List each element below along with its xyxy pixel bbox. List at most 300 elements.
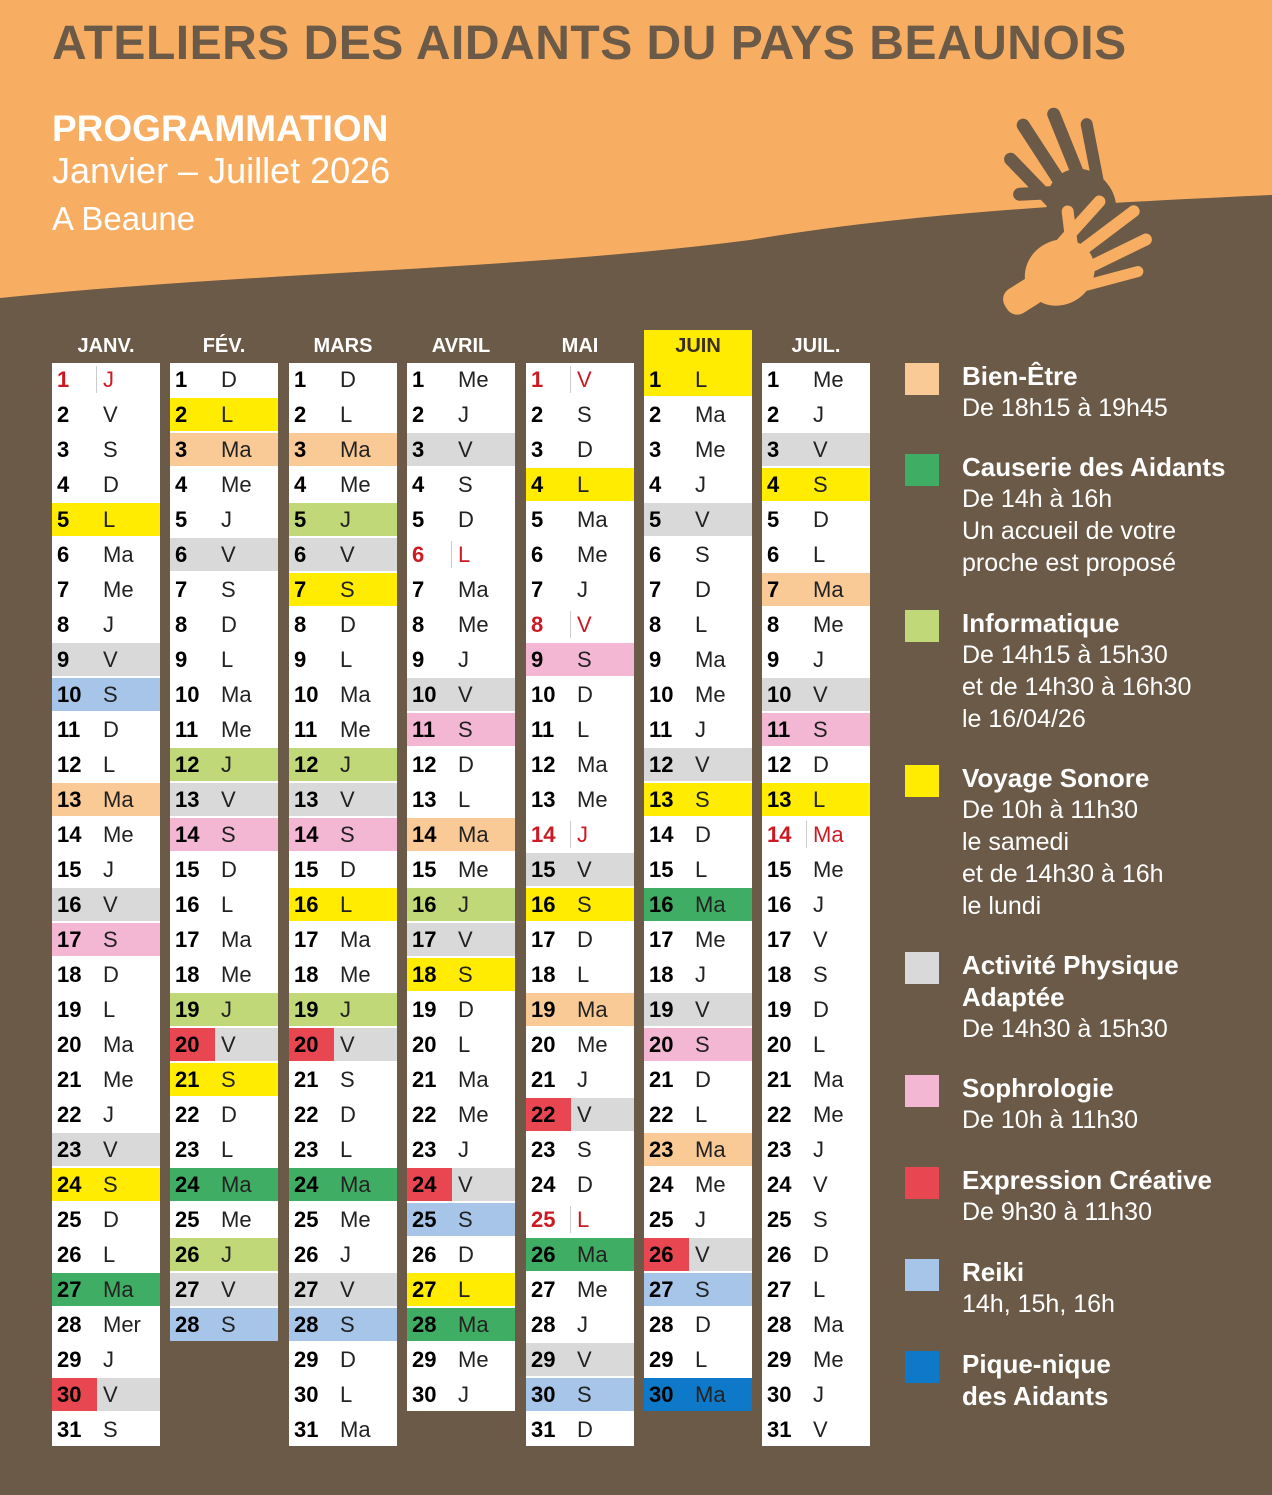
day-number: 4: [649, 472, 662, 497]
day-cell: [170, 818, 278, 851]
day-number: 23: [531, 1137, 556, 1162]
day-cell: [526, 398, 634, 431]
day-cell: [762, 993, 870, 1026]
day-cell: [170, 503, 278, 536]
day-number: 20: [767, 1032, 792, 1057]
day-cell: [289, 1413, 397, 1446]
day-name: V: [577, 1102, 592, 1127]
day-number: 30: [767, 1382, 792, 1407]
day-cell: [762, 1098, 870, 1131]
day-number: 20: [412, 1032, 437, 1057]
day-number: 24: [649, 1172, 674, 1197]
day-number: 6: [649, 542, 662, 567]
day-number: 15: [175, 857, 200, 882]
page-title: ATELIERS DES AIDANTS DU PAYS BEAUNOIS: [52, 17, 1127, 70]
day-name: Me: [577, 1277, 608, 1302]
month-header: MARS: [313, 335, 373, 357]
day-number: 10: [57, 682, 82, 707]
day-name: J: [103, 857, 114, 882]
day-cell: [762, 748, 870, 781]
day-number: 3: [531, 437, 544, 462]
day-name: V: [577, 1347, 592, 1372]
month-days: [52, 363, 160, 1446]
day-name: J: [695, 472, 706, 497]
day-number: 2: [294, 402, 307, 427]
day-number: 18: [294, 962, 319, 987]
day-cell: [762, 538, 870, 571]
day-number: 1: [531, 367, 544, 392]
legend-item: [905, 451, 1265, 579]
legend-description: De 14h30 à 15h30: [962, 1015, 1168, 1043]
day-cell: [407, 1063, 515, 1096]
day-cell: [762, 398, 870, 431]
day-name: Me: [458, 1347, 489, 1372]
day-cell: [762, 1343, 870, 1376]
day-name: D: [458, 752, 474, 777]
month-days: [170, 363, 278, 1341]
day-number: 7: [531, 577, 544, 602]
day-name: V: [813, 437, 828, 462]
day-cell: [289, 1133, 397, 1166]
day-name: S: [221, 577, 236, 602]
day-number: 25: [412, 1207, 437, 1232]
day-cell: [762, 1413, 870, 1446]
day-name: S: [458, 1207, 473, 1232]
day-number: 9: [767, 647, 780, 672]
day-number: 19: [767, 997, 792, 1022]
legend-item: [905, 360, 1265, 424]
day-cell: [762, 468, 870, 501]
day-number: 12: [294, 752, 319, 777]
day-cell: [52, 1378, 160, 1411]
day-cell: [644, 1133, 752, 1166]
day-number: 24: [412, 1172, 437, 1197]
day-number: 24: [175, 1172, 200, 1197]
day-cell: [170, 1133, 278, 1166]
day-cell: [289, 1238, 397, 1271]
day-name: J: [813, 647, 824, 672]
day-cell: [526, 643, 634, 676]
month-column: [407, 330, 515, 1411]
day-cell: [644, 888, 752, 921]
day-number: 7: [649, 577, 662, 602]
day-cell: [644, 1308, 752, 1341]
day-cell: [289, 433, 397, 466]
day-cell: [407, 1168, 515, 1201]
day-number: 15: [531, 857, 556, 882]
day-name: J: [458, 1137, 469, 1162]
day-name: S: [340, 822, 355, 847]
day-cell: [52, 783, 160, 816]
day-number: 22: [649, 1102, 674, 1127]
day-name: Ma: [695, 1137, 726, 1162]
day-number: 26: [57, 1242, 82, 1267]
day-number: 30: [57, 1382, 82, 1407]
day-name: Ma: [813, 1312, 844, 1337]
day-cell: [170, 888, 278, 921]
day-cell: [52, 1028, 160, 1061]
day-cell: [289, 503, 397, 536]
month-header: JUIL.: [791, 335, 841, 357]
day-name: Me: [813, 857, 844, 882]
day-cell: [170, 538, 278, 571]
legend-item: [905, 1256, 1265, 1320]
day-number: 16: [412, 892, 437, 917]
day-cell: [762, 363, 870, 396]
day-name: D: [340, 857, 356, 882]
day-number: 23: [57, 1137, 82, 1162]
day-cell: [170, 1168, 278, 1201]
day-name: S: [695, 1277, 710, 1302]
day-number: 20: [531, 1032, 556, 1057]
day-number: 13: [294, 787, 319, 812]
day-name: L: [577, 717, 590, 742]
day-number: 11: [531, 717, 555, 742]
day-cell: [407, 1203, 515, 1236]
day-name: L: [695, 1347, 708, 1372]
day-name: J: [221, 997, 232, 1022]
day-number: 26: [412, 1242, 437, 1267]
legend-description: le samedi: [962, 828, 1069, 856]
day-cell: [289, 363, 397, 396]
day-cell: [762, 1168, 870, 1201]
day-number: 12: [531, 752, 556, 777]
day-cell: [644, 468, 752, 501]
day-cell: [170, 468, 278, 501]
day-name: Ma: [103, 1277, 134, 1302]
day-name: D: [221, 1102, 237, 1127]
day-cell: [644, 1238, 752, 1271]
day-number: 1: [175, 367, 188, 392]
day-number: 31: [57, 1417, 82, 1442]
day-number: 12: [412, 752, 437, 777]
legend-title: Activité Physique Adaptée: [962, 950, 1179, 1012]
legend-description: De 18h15 à 19h45: [962, 394, 1168, 422]
day-cell: [289, 1378, 397, 1411]
day-number: 8: [412, 612, 425, 637]
day-cell: [644, 363, 752, 396]
day-cell: [289, 888, 397, 921]
day-number: 4: [412, 472, 425, 497]
day-name: Ma: [221, 437, 252, 462]
day-number: 13: [531, 787, 556, 812]
day-number: 5: [57, 507, 70, 532]
day-name: S: [221, 822, 236, 847]
day-cell: [526, 363, 634, 396]
day-number: 14: [531, 822, 556, 847]
day-cell: [526, 993, 634, 1026]
day-name: V: [577, 857, 592, 882]
day-name: S: [577, 402, 592, 427]
day-number: 15: [649, 857, 674, 882]
day-number: 26: [649, 1242, 674, 1267]
day-name: S: [577, 892, 592, 917]
day-number: 3: [412, 437, 425, 462]
day-name: L: [221, 647, 234, 672]
day-cell: [526, 1308, 634, 1341]
day-number: 28: [57, 1312, 82, 1337]
day-name: Me: [221, 962, 252, 987]
day-cell: [762, 713, 870, 746]
day-name: Ma: [813, 1067, 844, 1092]
day-cell: [644, 1203, 752, 1236]
day-number: 5: [294, 507, 307, 532]
day-name: D: [695, 1067, 711, 1092]
day-name: Me: [221, 1207, 252, 1232]
day-cell: [170, 713, 278, 746]
day-name: V: [813, 927, 828, 952]
legend-swatch: [905, 1259, 939, 1291]
day-number: 17: [412, 927, 437, 952]
day-cell: [526, 888, 634, 921]
day-number: 17: [531, 927, 556, 952]
day-name: D: [813, 997, 829, 1022]
day-name: Ma: [103, 787, 134, 812]
day-number: 26: [767, 1242, 792, 1267]
day-cell: [526, 713, 634, 746]
day-name: D: [103, 1207, 119, 1232]
month-days: [644, 363, 752, 1411]
day-name: D: [103, 962, 119, 987]
day-number: 27: [57, 1277, 82, 1302]
day-number: 24: [767, 1172, 792, 1197]
day-cell: [644, 818, 752, 851]
day-name: D: [458, 997, 474, 1022]
day-number: 4: [767, 472, 780, 497]
day-name: L: [340, 892, 353, 917]
day-name: J: [458, 892, 469, 917]
day-cell: [526, 958, 634, 991]
day-number: 28: [531, 1312, 556, 1337]
day-number: 6: [175, 542, 188, 567]
day-number: 28: [649, 1312, 674, 1337]
day-cell: [407, 573, 515, 606]
day-number: 3: [767, 437, 780, 462]
day-name: L: [813, 1032, 826, 1057]
day-cell: [52, 1238, 160, 1271]
day-name: L: [695, 367, 708, 392]
day-name: Me: [221, 472, 252, 497]
day-name: D: [695, 822, 711, 847]
day-name: V: [458, 927, 473, 952]
day-number: 2: [412, 402, 425, 427]
day-number: 7: [57, 577, 70, 602]
legend-title: Sophrologie: [962, 1073, 1114, 1103]
day-name: D: [695, 577, 711, 602]
day-number: 5: [175, 507, 188, 532]
day-cell: [644, 433, 752, 466]
day-cell: [762, 888, 870, 921]
legend-swatch: [905, 1075, 939, 1107]
day-cell: [644, 783, 752, 816]
day-cell: [526, 1098, 634, 1131]
day-number: 22: [531, 1102, 556, 1127]
day-number: 12: [175, 752, 200, 777]
day-number: 11: [649, 717, 673, 742]
day-number: 31: [294, 1417, 319, 1442]
day-number: 24: [57, 1172, 82, 1197]
hands-logo: [955, 95, 1185, 335]
day-number: 2: [175, 402, 188, 427]
month-column: [170, 330, 278, 1341]
day-name: L: [340, 1137, 353, 1162]
day-name: Ma: [221, 927, 252, 952]
day-cell: [52, 503, 160, 536]
day-number: 21: [57, 1067, 82, 1092]
day-name: S: [221, 1067, 236, 1092]
day-name: J: [103, 612, 114, 637]
day-cell: [762, 783, 870, 816]
day-name: V: [813, 1172, 828, 1197]
day-name: S: [221, 1312, 236, 1337]
day-name: Me: [340, 472, 371, 497]
day-number: 21: [412, 1067, 437, 1092]
day-name: Ma: [577, 507, 608, 532]
day-cell: [407, 1098, 515, 1131]
day-name: Ma: [340, 682, 371, 707]
day-number: 4: [294, 472, 307, 497]
day-name: Me: [103, 822, 134, 847]
day-cell: [526, 1063, 634, 1096]
day-name: J: [221, 1242, 232, 1267]
day-cell: [289, 1203, 397, 1236]
day-number: 14: [57, 822, 82, 847]
day-number: 21: [294, 1067, 319, 1092]
day-name: Me: [813, 1347, 844, 1372]
day-name: S: [103, 1417, 118, 1442]
day-name: J: [813, 1137, 824, 1162]
day-number: 2: [767, 402, 780, 427]
day-name: L: [577, 472, 590, 497]
day-cell: [526, 503, 634, 536]
day-number: 15: [767, 857, 792, 882]
day-number: 14: [294, 822, 319, 847]
legend-swatch: [905, 610, 939, 642]
day-number: 5: [649, 507, 662, 532]
day-cell: [644, 1028, 752, 1061]
day-name: S: [813, 962, 828, 987]
day-name: S: [695, 1032, 710, 1057]
day-name: Ma: [577, 997, 608, 1022]
day-number: 26: [175, 1242, 200, 1267]
day-number: 12: [649, 752, 674, 777]
day-number: 29: [57, 1347, 82, 1372]
day-number: 5: [531, 507, 544, 532]
day-number: 7: [175, 577, 188, 602]
day-name: Ma: [340, 1417, 371, 1442]
day-number: 9: [294, 647, 307, 672]
day-name: V: [695, 1242, 710, 1267]
day-number: 11: [175, 717, 199, 742]
day-cell: [644, 1063, 752, 1096]
day-name: S: [340, 577, 355, 602]
day-number: 6: [294, 542, 307, 567]
day-cell: [526, 1343, 634, 1376]
day-number: 9: [412, 647, 425, 672]
day-cell: [52, 853, 160, 886]
day-number: 18: [175, 962, 200, 987]
day-cell: [289, 853, 397, 886]
day-name: S: [458, 717, 473, 742]
day-number: 14: [175, 822, 200, 847]
day-cell: [526, 1273, 634, 1306]
day-name: Me: [340, 1207, 371, 1232]
day-cell: [526, 1028, 634, 1061]
day-name: Me: [458, 612, 489, 637]
day-name: L: [458, 1277, 471, 1302]
day-number: 2: [531, 402, 544, 427]
legend-item: [905, 762, 1265, 922]
day-name: Me: [221, 717, 252, 742]
day-cell: [644, 608, 752, 641]
day-name: Me: [813, 612, 844, 637]
day-cell: [52, 643, 160, 676]
day-cell: [52, 1203, 160, 1236]
day-name: Me: [458, 367, 489, 392]
day-cell: [762, 1308, 870, 1341]
day-name: L: [103, 1242, 116, 1267]
day-number: 24: [294, 1172, 319, 1197]
day-name: D: [695, 1312, 711, 1337]
day-name: L: [103, 752, 116, 777]
day-name: Me: [695, 437, 726, 462]
day-cell: [526, 1133, 634, 1166]
month-column: [289, 330, 397, 1446]
day-name: Ma: [577, 1242, 608, 1267]
day-number: 1: [649, 367, 662, 392]
day-number: 16: [649, 892, 674, 917]
day-name: D: [813, 1242, 829, 1267]
day-number: 25: [531, 1207, 556, 1232]
day-cell: [644, 1378, 752, 1411]
day-cell: [762, 573, 870, 606]
day-name: S: [458, 962, 473, 987]
day-cell: [407, 993, 515, 1026]
day-number: 2: [649, 402, 662, 427]
day-number: 8: [531, 612, 544, 637]
day-cell: [289, 1098, 397, 1131]
month-header: MAI: [561, 335, 599, 357]
month-days: [526, 363, 634, 1446]
day-name: Ma: [695, 1382, 726, 1407]
day-number: 11: [294, 717, 318, 742]
day-cell: [170, 573, 278, 606]
day-number: 12: [57, 752, 82, 777]
day-number: 21: [531, 1067, 556, 1092]
day-name: V: [458, 437, 473, 462]
day-name: Ma: [221, 682, 252, 707]
day-name: Me: [340, 717, 371, 742]
day-number: 25: [767, 1207, 792, 1232]
day-name: Ma: [340, 437, 371, 462]
day-cell: [762, 1133, 870, 1166]
day-number: 10: [412, 682, 437, 707]
day-cell: [289, 538, 397, 571]
day-number: 19: [412, 997, 437, 1022]
day-cell: [289, 923, 397, 956]
day-number: 19: [175, 997, 200, 1022]
day-name: D: [221, 367, 237, 392]
day-number: 31: [531, 1417, 556, 1442]
day-number: 8: [175, 612, 188, 637]
day-cell: [526, 1238, 634, 1271]
day-name: S: [577, 1382, 592, 1407]
month-header: AVRIL: [431, 335, 491, 357]
day-cell: [407, 958, 515, 991]
month-header: FÉV.: [202, 335, 246, 357]
legend-description: De 14h à 16h: [962, 485, 1113, 513]
day-name: V: [340, 787, 355, 812]
